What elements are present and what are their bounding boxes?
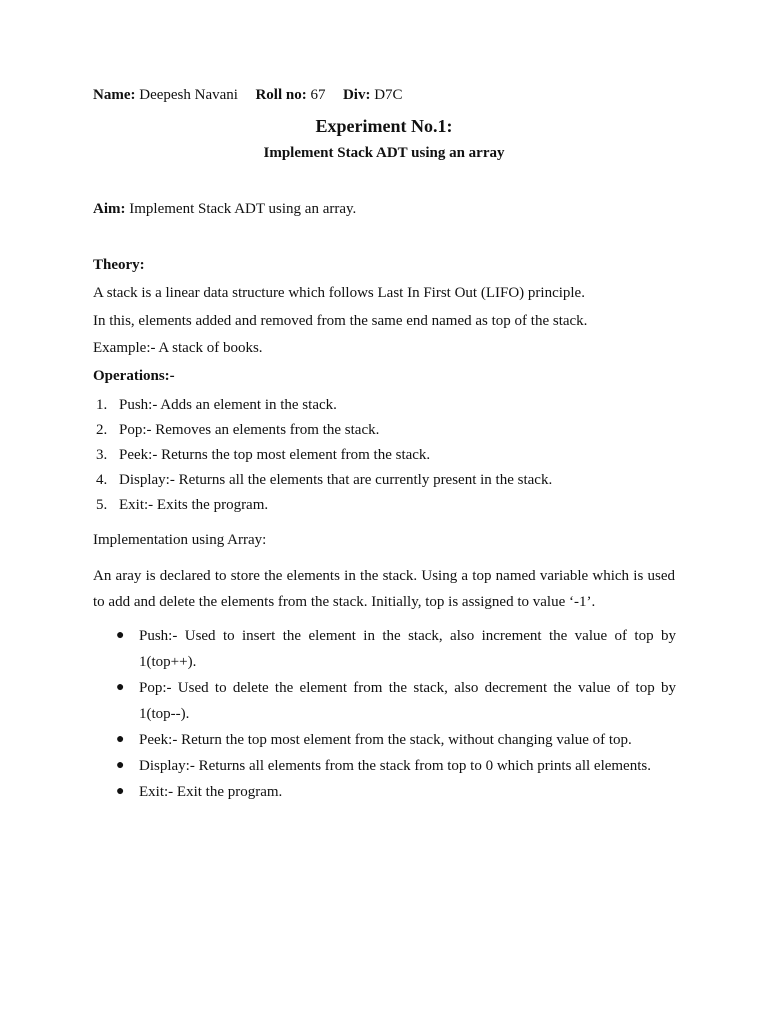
bullet-dot-icon: ● <box>116 784 125 799</box>
operation-text: Display:- Returns all the elements that are currently present in the stack. <box>119 472 553 488</box>
bullet-item-exit <box>116 779 676 805</box>
theory-heading: Theory: <box>93 257 145 273</box>
bullet-item-pop <box>116 675 676 727</box>
bullet-text: Push:- Used to insert the element in the stack, also increment the value of top by 1(top++). <box>139 628 676 670</box>
experiment-title: Experiment No.1: <box>315 116 453 136</box>
operation-text: Push:- Adds an element in the stack. <box>119 397 337 413</box>
roll-value: 67 <box>310 87 326 103</box>
bullet-text: Peek:- Return the top most element from the stack, without changing value of top. <box>139 732 632 748</box>
implementation-bullet-list <box>116 623 676 805</box>
operation-number: 3. <box>96 447 108 463</box>
operation-number: 4. <box>96 472 108 488</box>
operation-text: Pop:- Removes an elements from the stack. <box>119 422 380 438</box>
bullet-item-peek <box>116 727 676 753</box>
operation-number: 1. <box>96 397 108 413</box>
operation-item <box>96 397 337 414</box>
bullet-dot-icon: ● <box>116 680 125 695</box>
operation-text: Peek:- Returns the top most element from the stack. <box>119 447 431 463</box>
bullet-text: Exit:- Exit the program. <box>139 784 283 800</box>
operation-item <box>96 472 552 489</box>
operation-item <box>96 422 379 439</box>
div-label: Div: <box>342 87 371 103</box>
bullet-dot-icon: ● <box>116 758 125 773</box>
operation-text: Exit:- Exits the program. <box>119 497 269 513</box>
operation-item <box>96 447 430 464</box>
theory-example: Example:- A stack of books. <box>93 340 263 356</box>
operation-item <box>96 497 268 514</box>
bullet-text: Display:- Returns all elements from the stack from top to 0 which prints all elements. <box>139 758 651 774</box>
name-label: Name: <box>93 87 136 103</box>
student-info-line <box>93 87 403 104</box>
bullet-dot-icon: ● <box>116 628 125 643</box>
experiment-subtitle: Implement Stack ADT using an array <box>263 145 505 161</box>
bullet-text: Pop:- Used to delete the element from the stack, also decrement the value of top by 1(top--). <box>139 680 676 722</box>
div-value: D7C <box>374 87 403 103</box>
bullet-item-display <box>116 753 676 779</box>
bullet-dot-icon: ● <box>116 732 125 747</box>
aim-label: Aim: <box>93 201 126 217</box>
operation-number: 5. <box>96 497 108 513</box>
name-value: Deepesh Navani <box>139 87 238 103</box>
aim-line <box>93 201 356 218</box>
theory-paragraph: A stack is a linear data structure which follows Last In First Out (LIFO) principle. <box>93 285 585 301</box>
operation-number: 2. <box>96 422 108 438</box>
implementation-heading: Implementation using Array: <box>93 532 267 548</box>
theory-paragraph: In this, elements added and removed from the same end named as top of the stack. <box>93 313 588 329</box>
operations-heading: Operations:- <box>93 368 175 384</box>
aim-text: Implement Stack ADT using an array. <box>129 201 357 217</box>
roll-label: Roll no: <box>255 87 307 103</box>
implementation-paragraph: An aray is declared to store the elements in the stack. Using a top named variable which is used to add and delete the elements from the stack. Initially, top is assigned to value ‘-1’. <box>93 568 675 610</box>
bullet-item-push <box>116 623 676 675</box>
